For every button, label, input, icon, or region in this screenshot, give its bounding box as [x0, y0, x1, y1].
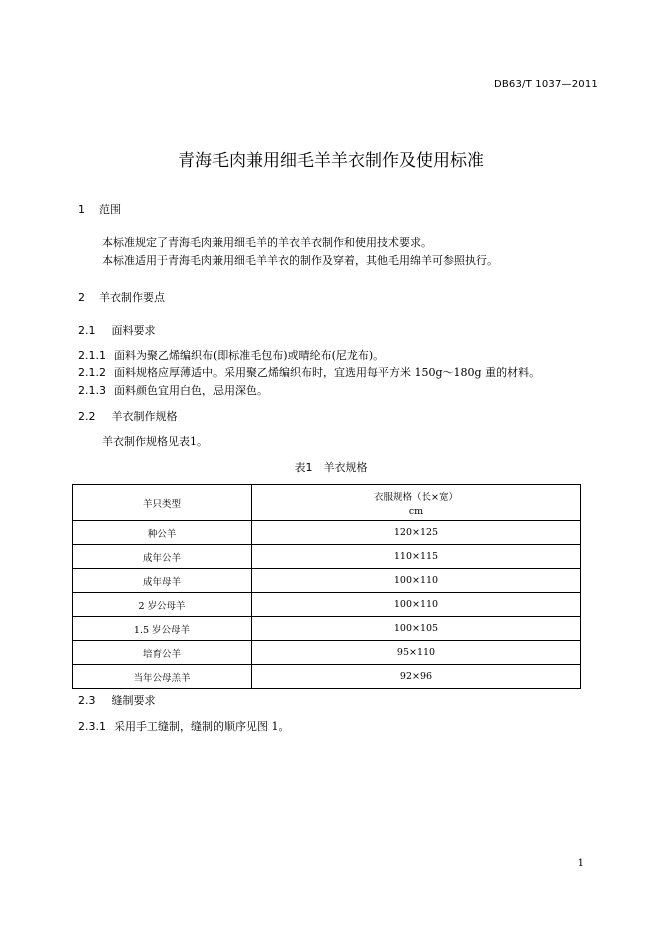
cell-sheep-type: 种公羊 [73, 521, 252, 545]
cell-sheep-type: 2 岁公母羊 [73, 593, 252, 617]
clause-2-3-1 [78, 718, 290, 734]
page-number: 1 [577, 858, 584, 869]
paragraph: 本标准适用于青海毛肉兼用细毛羊羊衣的制作及穿着，其他毛用绵羊可参照执行。 [102, 254, 498, 267]
document-number: DB63/T 1037—2011 [493, 79, 598, 90]
table-row [73, 617, 581, 641]
section-title: 面料要求 [111, 324, 156, 337]
cell-size: 95×110 [252, 641, 581, 665]
cell-size: 100×110 [252, 569, 581, 593]
cell-sheep-type: 成年母羊 [73, 569, 252, 593]
clause-text: 面料颜色宜用白色，忌用深色。 [114, 384, 268, 397]
clause-text: 面料为聚乙烯编织布(即标准毛包布)或晴纶布(尼龙布)。 [114, 349, 385, 362]
header-sheep-type: 羊只类型 [73, 485, 252, 521]
clause-2-1-2 [78, 364, 540, 380]
paragraph: 羊衣制作规格见表1。 [102, 435, 208, 448]
header-size [252, 485, 581, 521]
cell-sheep-type: 1.5 岁公母羊 [73, 617, 252, 641]
table-row [73, 641, 581, 665]
table-row [73, 545, 581, 569]
table-row [73, 665, 581, 689]
cell-size: 120×125 [252, 521, 581, 545]
section-1-heading [78, 201, 121, 217]
clause-text: 采用手工缝制，缝制的顺序见图 1。 [114, 720, 290, 733]
clause-2-1-3 [78, 382, 268, 398]
section-title: 羊衣制作要点 [99, 291, 165, 304]
paragraph: 本标准规定了青海毛肉兼用细毛羊的羊衣羊衣制作和使用技术要求。 [102, 236, 432, 249]
section-title: 缝制要求 [111, 694, 156, 707]
cell-size: 110×115 [252, 545, 581, 569]
clause-text: 面料规格应厚薄适中。采用聚乙烯编织布时，宜选用每平方米 150g～180g 重的材料。 [114, 366, 541, 379]
section-number: 2.3 [78, 694, 96, 707]
header-size-unit: cm [408, 505, 424, 517]
section-number: 2.2 [78, 410, 96, 423]
cell-size: 100×110 [252, 593, 581, 617]
table-row [73, 593, 581, 617]
section-2-heading [78, 289, 165, 305]
clause-2-1-1 [78, 347, 384, 363]
clause-number: 2.3.1 [78, 720, 106, 733]
section-number: 2 [78, 291, 85, 304]
table-row [73, 569, 581, 593]
cell-size: 100×105 [252, 617, 581, 641]
clause-number: 2.1.1 [78, 349, 106, 362]
header-size-label: 衣服规格（长×宽） [374, 491, 458, 503]
document-title: 青海毛肉兼用细毛羊羊衣制作及使用标准 [178, 151, 484, 171]
cell-sheep-type: 培育公羊 [73, 641, 252, 665]
table-caption: 表1 羊衣规格 [294, 461, 368, 474]
cell-sheep-type: 成年公羊 [73, 545, 252, 569]
section-title: 羊衣制作规格 [111, 410, 178, 423]
section-number: 1 [78, 203, 85, 216]
section-number: 2.1 [78, 324, 96, 337]
cell-size: 92×96 [252, 665, 581, 689]
clause-number: 2.1.2 [78, 366, 106, 379]
spec-table [72, 484, 581, 689]
cell-sheep-type: 当年公母羔羊 [73, 665, 252, 689]
section-title: 范围 [99, 203, 121, 216]
section-2-3-heading [78, 692, 156, 708]
table-header-row [73, 485, 581, 521]
section-2-2-heading [78, 408, 178, 424]
clause-number: 2.1.3 [78, 384, 106, 397]
table-row [73, 521, 581, 545]
section-2-1-heading [78, 322, 156, 338]
